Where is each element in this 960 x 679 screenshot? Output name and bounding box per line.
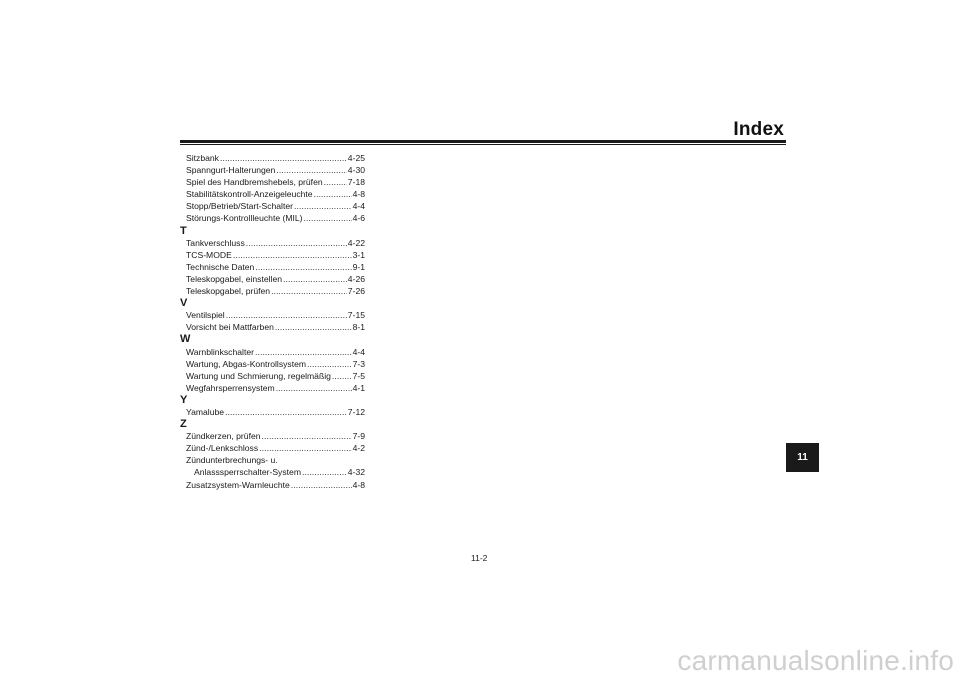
entry-page: 7-5 xyxy=(352,370,365,381)
index-entry xyxy=(180,273,365,285)
entry-page: 7-3 xyxy=(352,358,365,369)
entry-page: 4-4 xyxy=(352,201,365,212)
entry-label: Wegfahrsperrensystem xyxy=(186,382,275,393)
index-entry xyxy=(180,321,365,333)
header-rule xyxy=(180,140,786,143)
entry-page: 4-22 xyxy=(347,237,365,248)
leader-dots xyxy=(271,285,347,297)
index-entry xyxy=(180,406,365,418)
index-entry xyxy=(180,479,365,491)
page-title: Index xyxy=(733,119,784,140)
entry-label: Störungs-Kontrollleuchte (MIL) xyxy=(186,213,303,224)
entry-label: Teleskopgabel, einstellen xyxy=(186,273,283,284)
entry-page: 9-1 xyxy=(352,261,365,272)
leader-dots xyxy=(226,309,347,321)
index-entry xyxy=(180,358,365,370)
entry-label: Zündunterbrechungs- u. xyxy=(186,455,278,466)
entry-label: Ventilspiel xyxy=(186,310,225,321)
entry-page: 4-2 xyxy=(352,443,365,454)
index-entry xyxy=(180,466,365,478)
leader-dots xyxy=(225,406,347,418)
entry-label: Stopp/Betrieb/Start-Schalter xyxy=(186,201,293,212)
entry-page: 4-32 xyxy=(347,467,365,478)
entry-label: Zündkerzen, prüfen xyxy=(186,431,261,442)
section-letter: T xyxy=(180,224,187,237)
leader-dots xyxy=(220,152,347,164)
entry-page: 4-25 xyxy=(347,153,365,163)
leader-dots xyxy=(259,442,351,454)
index-section xyxy=(180,225,365,298)
entry-page: 3-1 xyxy=(352,249,365,260)
entry-page: 4-8 xyxy=(352,189,365,200)
leader-dots xyxy=(302,466,347,478)
leader-dots xyxy=(307,358,352,370)
entry-page: 4-1 xyxy=(352,382,365,393)
index-entry xyxy=(180,346,365,358)
leader-dots xyxy=(246,237,347,249)
entry-label: Technische Daten xyxy=(186,261,255,272)
leader-dots xyxy=(294,200,352,212)
leader-dots xyxy=(332,370,352,382)
index-entry xyxy=(180,285,365,297)
section-letter: V xyxy=(180,297,188,310)
entry-page: 8-1 xyxy=(352,322,365,333)
entry-label: Anlasssperrschalter-System xyxy=(194,467,301,478)
leader-dots xyxy=(324,176,347,188)
index-entry xyxy=(180,261,365,273)
index-section xyxy=(180,418,365,491)
leader-dots xyxy=(276,164,346,176)
index-entry xyxy=(180,188,365,200)
index-entry xyxy=(180,237,365,249)
entry-page: 7-26 xyxy=(347,286,365,297)
entry-label: Zünd-/Lenkschloss xyxy=(186,443,259,454)
index-entry xyxy=(180,370,365,382)
entry-page: 4-30 xyxy=(347,165,365,176)
entry-page: 4-6 xyxy=(352,213,365,224)
entry-page: 4-8 xyxy=(352,479,365,490)
leader-dots xyxy=(255,346,352,358)
leader-dots xyxy=(262,430,352,442)
entry-page: 7-9 xyxy=(352,431,365,442)
entry-label: Stabilitätskontroll-Anzeigeleuchte xyxy=(186,189,313,200)
index-entry xyxy=(180,454,365,466)
header-rule-thin xyxy=(180,144,786,145)
leader-dots xyxy=(275,321,352,333)
leader-dots xyxy=(314,188,352,200)
entry-label: Zusatzsystem-Warnleuchte xyxy=(186,479,290,490)
entry-label: Vorsicht bei Mattfarben xyxy=(186,322,274,333)
index-entry xyxy=(180,382,365,394)
watermark: carmanualsonline.info xyxy=(677,645,954,676)
section-letter: Y xyxy=(180,393,188,406)
entry-label: Teleskopgabel, prüfen xyxy=(186,286,271,297)
entry-page: 4-4 xyxy=(352,346,365,357)
leader-dots xyxy=(291,479,352,491)
entry-label: Yamalube xyxy=(186,406,225,417)
section-letter: W xyxy=(180,333,191,346)
entry-page: 7-12 xyxy=(347,406,365,417)
entry-label: Wartung und Schmierung, regelmäßig xyxy=(186,370,331,381)
index-entry xyxy=(180,200,365,212)
entry-page: 4-26 xyxy=(347,273,365,284)
index-entry xyxy=(180,430,365,442)
index-entry xyxy=(180,249,365,261)
page-number: 11-2 xyxy=(471,553,488,563)
entry-label: Warnblinkschalter xyxy=(186,346,254,357)
entry-label: Tankverschluss xyxy=(186,237,245,248)
index-entry xyxy=(180,152,365,164)
index-entry xyxy=(180,212,365,224)
entry-label: Spanngurt-Halterungen xyxy=(186,165,276,176)
index-entry xyxy=(180,176,365,188)
leader-dots xyxy=(276,382,352,394)
chapter-tab: 11 xyxy=(786,443,819,472)
index-section xyxy=(180,333,365,393)
index-entry xyxy=(180,309,365,321)
index-section xyxy=(180,297,365,333)
index-section xyxy=(180,152,365,225)
entry-label: Wartung, Abgas-Kontrollsystem xyxy=(186,358,307,369)
entry-label: Sitzbank xyxy=(186,153,219,163)
leader-dots xyxy=(233,249,352,261)
index-entry xyxy=(180,442,365,454)
index-section xyxy=(180,394,365,418)
entry-page: 7-15 xyxy=(347,310,365,321)
entry-label: Spiel des Handbremshebels, prüfen xyxy=(186,177,323,188)
entry-page: 7-18 xyxy=(347,177,365,188)
leader-dots xyxy=(255,261,351,273)
entry-label: TCS-MODE xyxy=(186,249,232,260)
leader-dots xyxy=(304,212,352,224)
index-entry xyxy=(180,164,365,176)
section-letter: Z xyxy=(180,418,187,431)
index-column xyxy=(180,152,365,491)
leader-dots xyxy=(283,273,347,285)
